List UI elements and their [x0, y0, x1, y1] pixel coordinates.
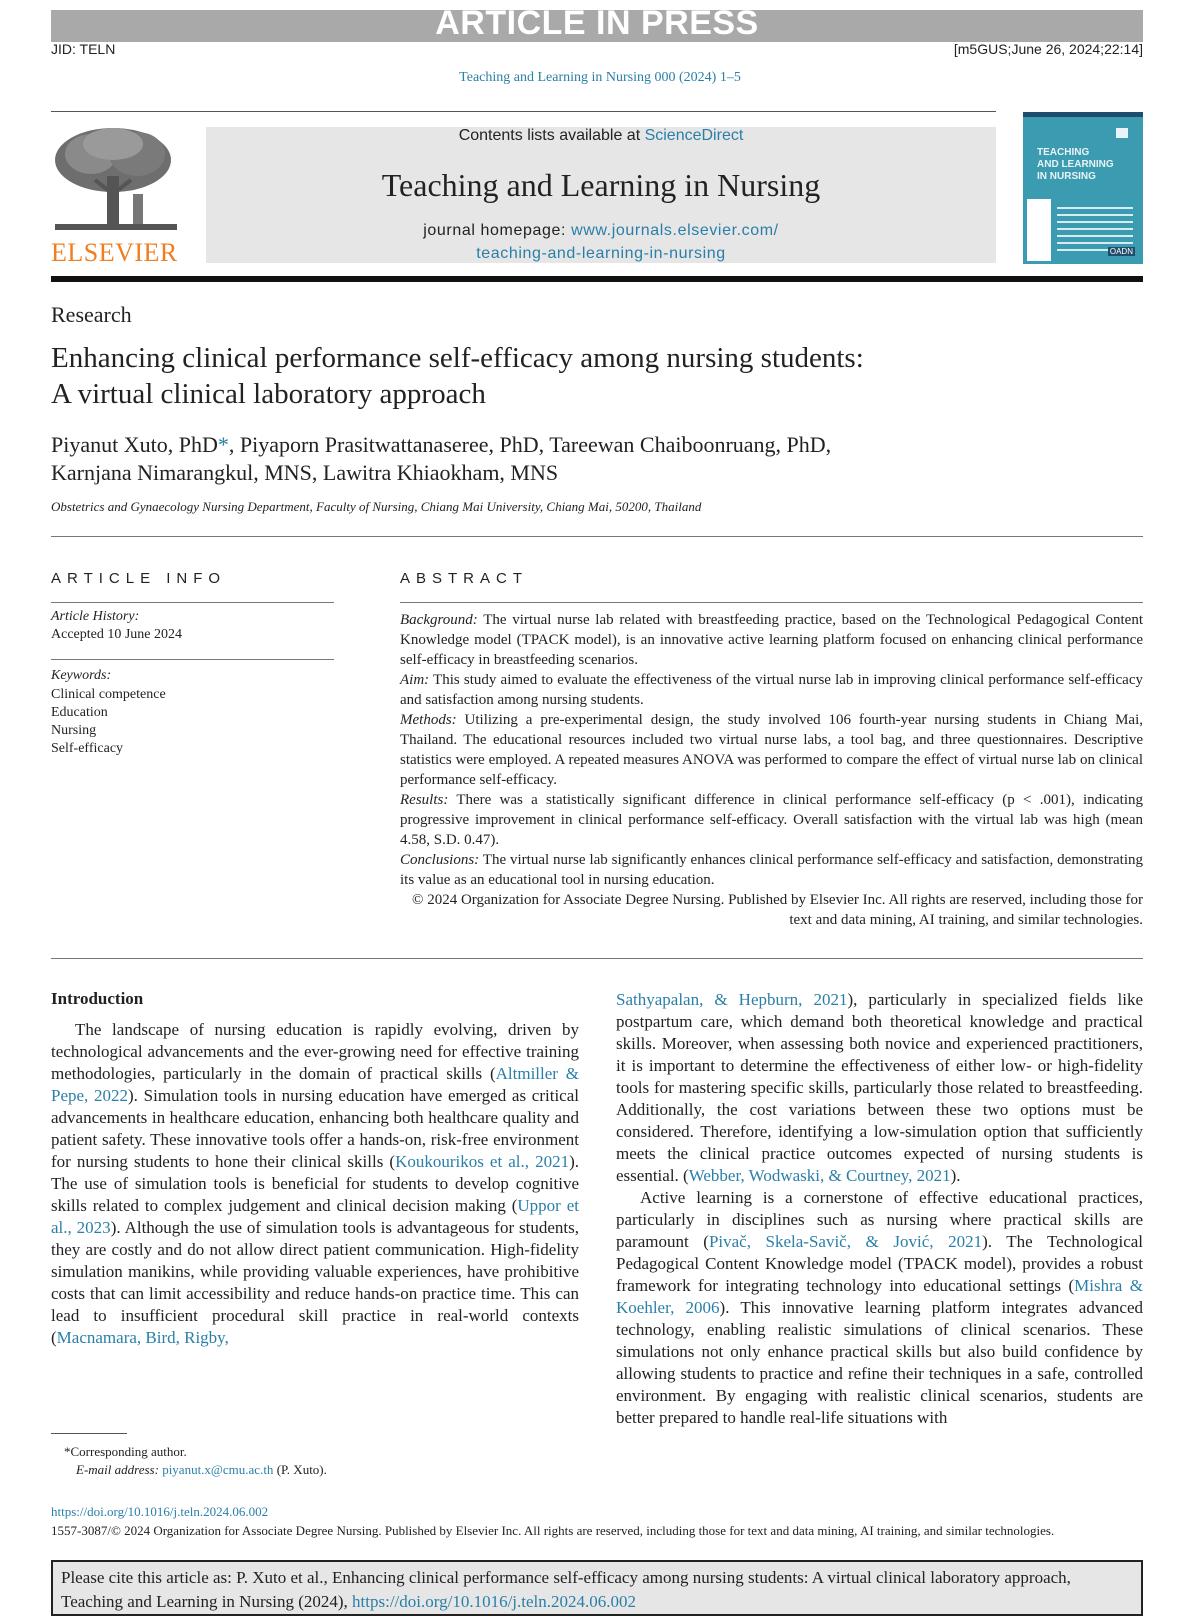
article-in-press-text: ARTICLE IN PRESS — [435, 4, 759, 42]
corresponding-author-footnote — [64, 1443, 327, 1479]
author-line-1 — [51, 431, 1051, 459]
homepage-url-part-2[interactable]: teaching-and-learning-in-nursing — [476, 245, 726, 262]
footnote-line: *Corresponding author. — [64, 1444, 187, 1459]
introduction-heading: Introduction — [51, 989, 144, 1008]
email-link[interactable]: piyanut.x@cmu.ac.th — [162, 1462, 274, 1477]
body-text: ). — [950, 1166, 961, 1185]
abstract-label: Conclusions: — [400, 852, 480, 868]
article-type: Research — [51, 302, 132, 327]
journal-homepage-line — [206, 219, 996, 265]
reference-link[interactable]: Uppor et al., 2023 — [51, 1196, 579, 1237]
reference-link[interactable]: Macnamara, Bird, Rigby, — [56, 1328, 229, 1347]
corresponding-author-marker[interactable]: * — [217, 432, 229, 457]
body-right-column — [616, 989, 1143, 1429]
email-label: E-mail address: — [76, 1462, 163, 1477]
abstract-rule — [400, 602, 1143, 603]
article-title-line: Enhancing clinical performance self-efficacy among nursing students: — [51, 342, 864, 374]
contents-prefix: Contents lists available at — [458, 127, 645, 144]
article-info-heading: ARTICLE INFO — [51, 570, 227, 587]
header-top-rule — [51, 111, 996, 112]
section-rule — [51, 958, 1143, 959]
cover-oadn-logo: OADN — [1109, 247, 1133, 256]
first-author: Piyanut Xuto, PhD — [51, 432, 218, 457]
article-in-press-banner — [51, 4, 1143, 42]
abstract-label: Aim: — [400, 672, 430, 688]
email-suffix: (P. Xuto). — [273, 1462, 327, 1477]
abstract-aim — [400, 670, 1143, 710]
reference-link[interactable]: Altmiller & Pepe, 2022 — [51, 1064, 580, 1105]
article-history-value: Accepted 10 June 2024 — [51, 627, 183, 642]
footnote-rule — [51, 1433, 127, 1434]
article-info-rule — [51, 659, 334, 660]
article-title-line: A virtual clinical laboratory approach — [51, 378, 486, 410]
abstract-text: There was a statistically significant difference in clinical performance self-efficacy (p < .001), indicating progressive improvement in clinical performance self-efficacy. Overall satisfaction with the virtual lab was high (mean 4.58, S.D. 0.47). — [400, 792, 1143, 848]
section-rule — [51, 536, 1143, 537]
intro-paragraph — [616, 1187, 1143, 1429]
build-stamp: [m5GUS;June 26, 2024;22:14] — [953, 41, 1143, 57]
keyword-item: Nursing — [51, 723, 97, 738]
abstract-label: Methods: — [400, 712, 457, 728]
abstract-results — [400, 790, 1143, 850]
reference-link[interactable]: Webber, Wodwaski, & Courtney, 2021 — [688, 1166, 951, 1185]
cover-corner-icon — [1116, 128, 1128, 138]
intro-paragraph — [51, 1019, 579, 1349]
body-text: ), particularly in specialized fields like postpartum care, which demand both theoretical knowledge and practical skills. Moreover, when assessing both novice and experienced practitioners, it is important to determine the effectiveness of either low- or high-fidelity tools for mastering specific skills, particularly those related to breastfeeding. Additionally, the cost variations between these two options must be considered. Therefore, identifying a low-simulation option that sufficiently meets the clinical practice outcomes expected of nursing students is essential. ( — [616, 990, 1143, 1185]
abstract-text: Utilizing a pre-experimental design, the study involved 106 fourth-year nursing students in Chiang Mai, Thailand. The educational resources included two virtual nurse labs, a tool bag, and three questionnaires. Descriptive statistics were employed. A repeated measures ANOVA was performed to compare the effect of virtual nurse lab on clinical performance self-efficacy. — [400, 712, 1143, 788]
abstract-methods — [400, 710, 1143, 790]
abstract-text: The virtual nurse lab related with breastfeeding practice, based on the Technological Pedagogical Content Knowledge model (TPACK model), is an innovative active learning platform focused on enhancing clinical performance self-efficacy in breastfeeding scenarios. — [400, 612, 1143, 668]
abstract-text: The virtual nurse lab significantly enhances clinical performance self-efficacy and satisfaction, demonstrating its value as an educational tool in nursing education. — [400, 852, 1143, 888]
keyword-item: Education — [51, 705, 108, 720]
body-text: Active learning is a cornerstone of effective educational practices, particularly in disciplines such as nursing where practical skills are paramount ( — [616, 1188, 1143, 1251]
article-info-rule — [51, 602, 334, 603]
abstract-label: Background: — [400, 612, 478, 628]
article-title — [51, 340, 1141, 412]
cover-title-line: IN NURSING — [1037, 171, 1096, 182]
cover-title-line: TEACHING — [1037, 147, 1090, 158]
cover-white-panel — [1027, 199, 1051, 261]
article-history-label: Article History: — [51, 609, 140, 624]
footnote-email-line — [64, 1461, 327, 1479]
citation-doi-link[interactable]: https://doi.org/10.1016/j.teln.2024.06.002 — [352, 1592, 637, 1611]
rights-statement: 1557-3087/© 2024 Organization for Associate Degree Nursing. Published by Elsevier Inc. All rights are reserved, including those for text and data mining, AI training, and similar technologies. — [51, 1523, 1055, 1538]
body-text: ). This innovative learning platform integrates advanced technology, enabling realistic simulations of clinical scenarios. These simulations not only enhance practical skills but also build confidence by allowing students to practice and refine their techniques in a safe, controlled environment. By engaging with realistic clinical scenarios, students are better prepared to handle real-life situations with — [616, 1298, 1143, 1427]
abstract-conclusions — [400, 850, 1143, 890]
body-text: ). The Technological Pedagogical Content Knowledge model (TPACK model), provides a robust framework for integrating technology into educational settings ( — [616, 1232, 1144, 1295]
affiliation: Obstetrics and Gynaecology Nursing Department, Faculty of Nursing, Chiang Mai University, Chiang Mai, 50200, Thailand — [51, 499, 702, 514]
abstract-heading: ABSTRACT — [400, 570, 529, 587]
reference-link[interactable]: Mishra & Koehler, 2006 — [616, 1276, 1143, 1317]
publisher-wordmark: ELSEVIER — [51, 238, 178, 267]
body-text: ). Simulation tools in nursing education have emerged as critical advancements in healthcare education, enhancing both healthcare quality and patient safety. These innovative tools offer a hands-on, risk-free environment for nursing students to hone their clinical skills ( — [51, 1086, 579, 1171]
journal-id: JID: TELN — [51, 41, 116, 57]
abstract-copyright: © 2024 Organization for Associate Degree Nursing. Published by Elsevier Inc. All rights are reserved, including those for text and data mining, AI training, and similar technologies. — [412, 892, 1143, 928]
abstract-body — [400, 610, 1143, 930]
keywords-label: Keywords: — [51, 668, 112, 683]
body-text: The landscape of nursing education is rapidly evolving, driven by technological advancements and the ever-growing need for effective training methodologies, particularly in the domain of practical skills ( — [51, 1020, 579, 1083]
abstract-text: This study aimed to evaluate the effectiveness of the virtual nurse lab in improving clinical performance self-efficacy and satisfaction among nursing students. — [400, 672, 1143, 708]
homepage-url-part-1[interactable]: www.journals.elsevier.com/ — [571, 222, 779, 239]
author-line-2: Karnjana Nimarangkul, MNS, Lawitra Khiaokham, MNS — [51, 460, 559, 485]
reference-link[interactable]: Pivač, Skela-Savič, & Jović, 2021 — [708, 1232, 983, 1251]
citation-box — [51, 1560, 1143, 1616]
cover-title-line: AND LEARNING — [1037, 159, 1114, 170]
citation-text: Please cite this article as: P. Xuto et al., Enhancing clinical performance self-efficacy among nursing students: A virtual clinical laboratory approach, Teaching and Learning in Nursing (2024), — [61, 1568, 1071, 1611]
keyword-item: Clinical competence — [51, 687, 166, 702]
doi-link[interactable]: https://doi.org/10.1016/j.teln.2024.06.002 — [51, 1504, 269, 1519]
sciencedirect-link[interactable]: ScienceDirect — [644, 127, 744, 144]
journal-banner — [206, 127, 996, 263]
cover-title — [1037, 147, 1114, 183]
keyword-item: Self-efficacy — [51, 741, 124, 756]
intro-paragraph-continued — [616, 989, 1143, 1187]
journal-title: Teaching and Learning in Nursing — [381, 167, 821, 203]
body-left-column — [51, 997, 579, 1349]
homepage-prefix: journal homepage: — [423, 222, 572, 239]
abstract-background — [400, 610, 1143, 670]
body-text: ). Although the use of simulation tools is advantageous for students, they are costly and do not allow direct patient communication. High-fidelity simulation manikins, while providing valuable experiences, have prohibitive costs that can limit accessibility and reduce hands-on practice time. This can lead to insufficient procedural skill practice in real-world contexts ( — [51, 1218, 580, 1347]
reference-link[interactable]: Koukourikos et al., 2021 — [395, 1152, 570, 1171]
keywords-list — [51, 686, 166, 758]
journal-citation-link[interactable]: Teaching and Learning in Nursing 000 (2024) 1–5 — [459, 70, 741, 85]
author-list — [51, 431, 1051, 487]
co-authors: , Piyaporn Prasitwattanaseree, PhD, Tareewan Chaiboonruang, PhD, — [228, 432, 832, 457]
header-thick-rule — [51, 276, 1143, 282]
reference-link[interactable]: Sathyapalan, & Hepburn, 2021 — [616, 990, 848, 1009]
body-text: ). The use of simulation tools is beneficial for students to develop cognitive skills related to complex judgement and clinical decision making ( — [51, 1152, 579, 1215]
abstract-label: Results: — [400, 792, 449, 808]
contents-available-line — [206, 127, 996, 145]
